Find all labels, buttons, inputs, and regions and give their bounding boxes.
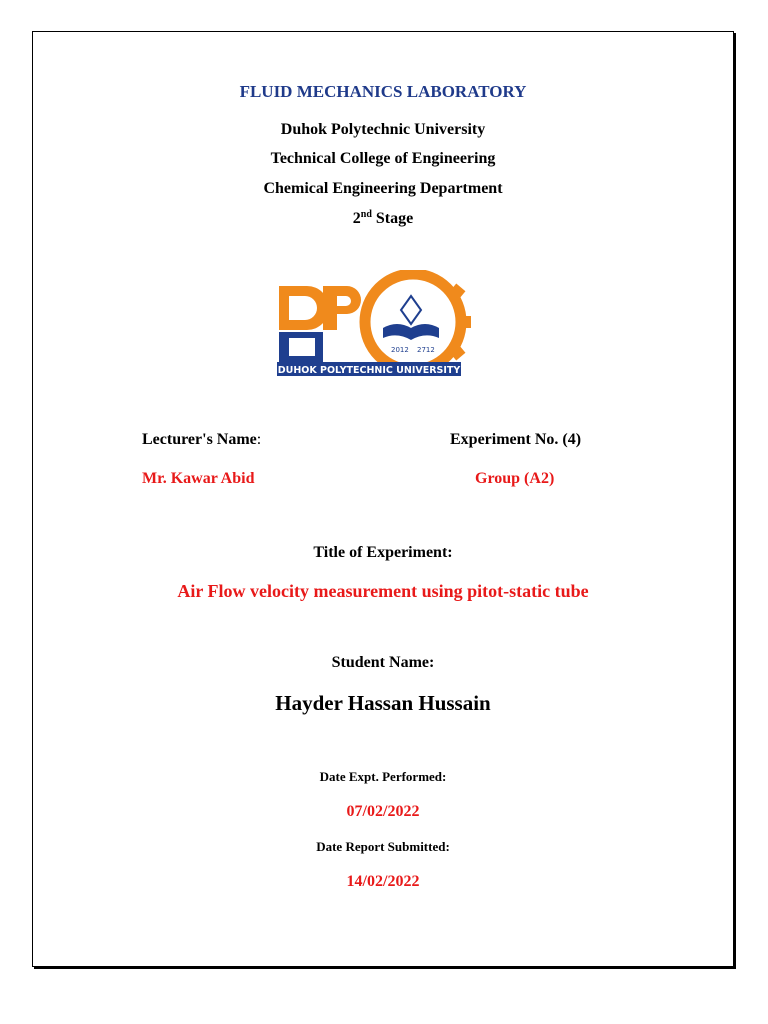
logo-letter-p xyxy=(323,286,361,330)
university-name: Duhok Polytechnic University xyxy=(280,121,486,138)
date-performed: 07/02/2022 xyxy=(346,803,420,820)
lab-title: FLUID MECHANICS LABORATORY xyxy=(239,82,527,101)
lecturer-name: Mr. Kawar Abid xyxy=(142,470,255,487)
logo-banner-text: DUHOK POLYTECHNIC UNIVERSITY xyxy=(277,365,461,376)
stage-line xyxy=(32,209,734,228)
student-name: Hayder Hassan Hussain xyxy=(275,691,491,715)
date-submitted: 14/02/2022 xyxy=(346,873,420,890)
department-name: Chemical Engineering Department xyxy=(263,180,503,197)
experiment-title-label: Title of Experiment: xyxy=(313,544,453,561)
university-logo xyxy=(275,270,475,378)
lecturer-label: Lecturer's Name: xyxy=(142,431,262,448)
stage-suffix: nd xyxy=(360,209,372,220)
stage-number: 2 xyxy=(352,210,361,227)
stage-word: Stage xyxy=(375,210,414,227)
student-name-label: Student Name: xyxy=(331,654,435,671)
group-label: Group (A2) xyxy=(475,470,555,487)
logo-year-left: 2012 xyxy=(391,346,409,354)
date-submitted-label: Date Report Submitted: xyxy=(316,839,450,854)
college-name: Technical College of Engineering xyxy=(270,150,496,167)
date-performed-label: Date Expt. Performed: xyxy=(319,769,447,784)
logo-year-right: 2712 xyxy=(417,346,435,354)
lecturer-colon: : xyxy=(256,431,262,448)
experiment-title: Air Flow velocity measurement using pitot-static tube xyxy=(177,581,589,601)
page-border-shadow xyxy=(34,33,736,969)
experiment-number: Experiment No. (4) xyxy=(450,431,582,448)
